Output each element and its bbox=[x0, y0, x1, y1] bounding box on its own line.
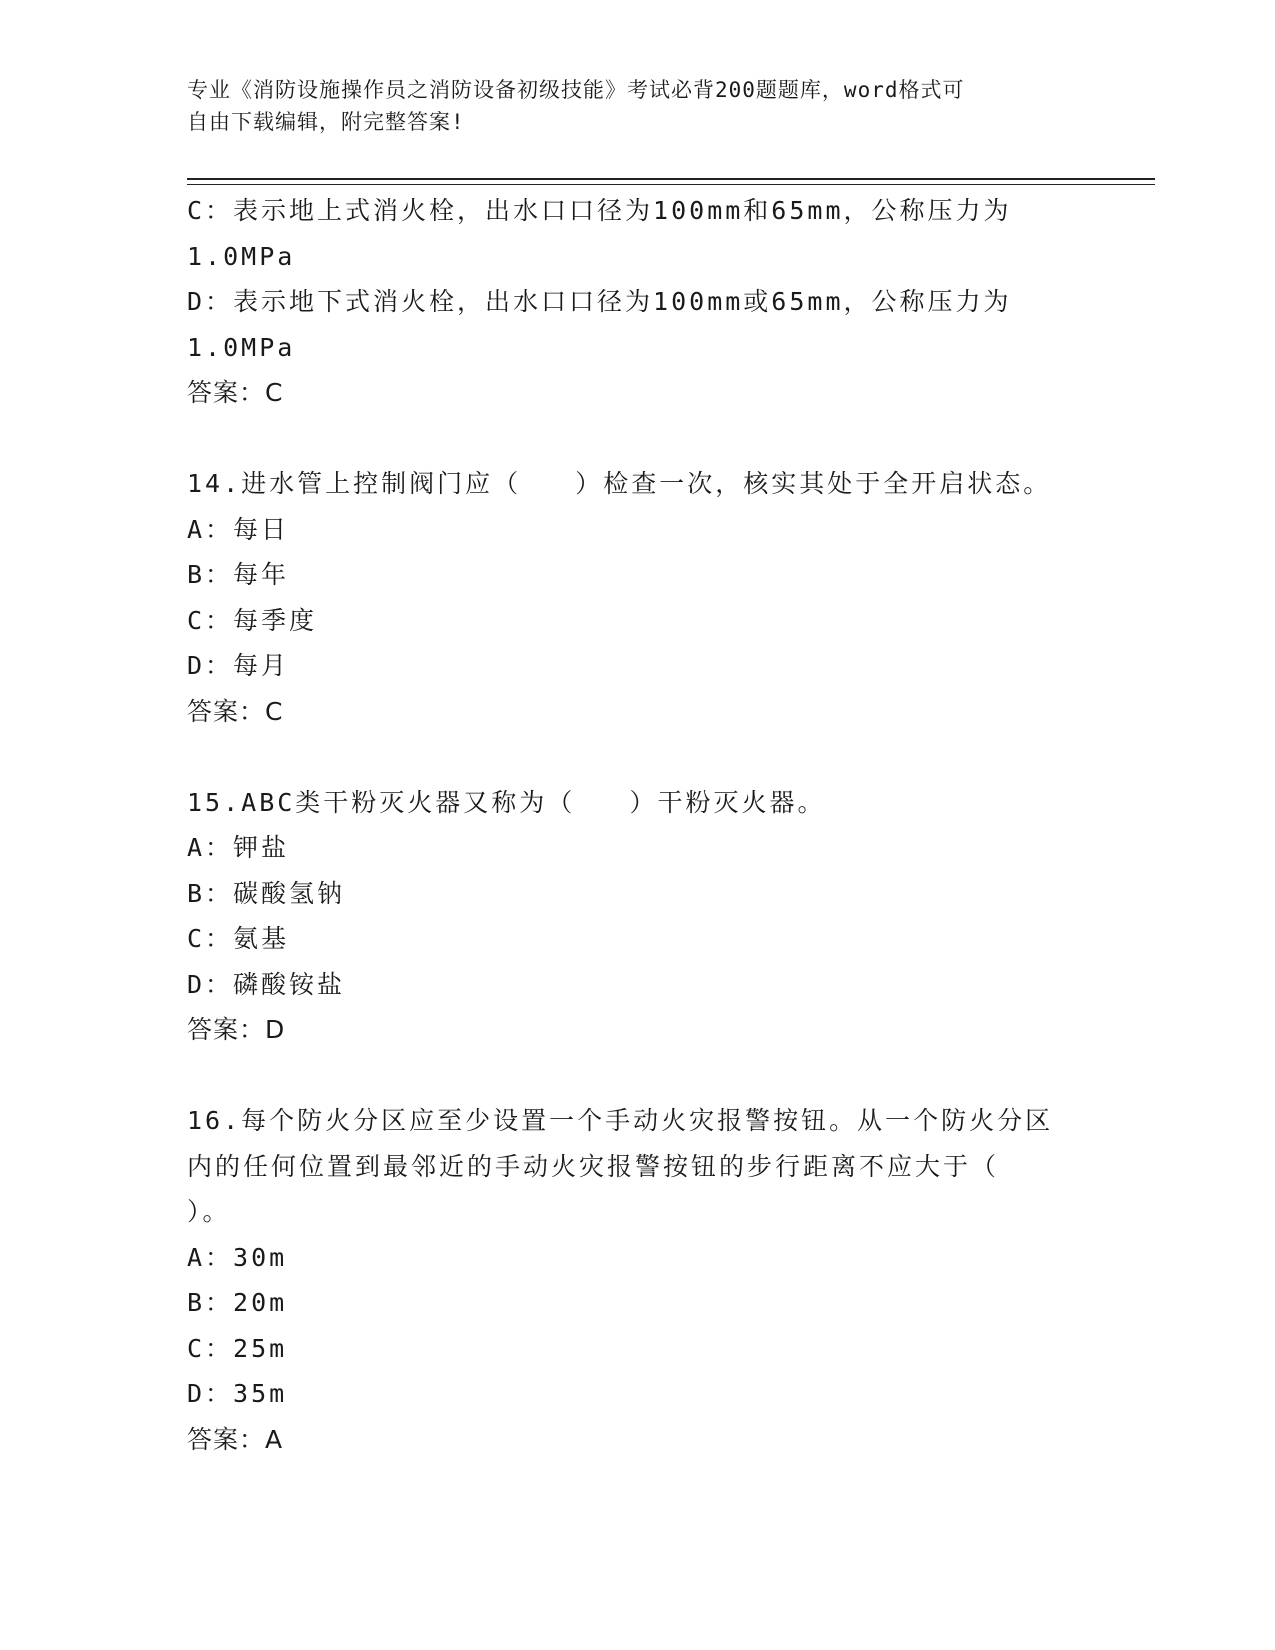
option-d: D：每月 bbox=[187, 651, 290, 680]
option-a: A：每日 bbox=[187, 514, 290, 544]
question-stem-line-3: ）。 bbox=[187, 1197, 231, 1226]
answer-line: 答案：A bbox=[187, 1424, 284, 1454]
spacer bbox=[187, 1053, 1087, 1099]
header-line-2: 自由下载编辑，附完整答案! bbox=[187, 110, 465, 134]
question-stem-line-1: 16.每个防火分区应至少设置一个手动火灾报警按钮。从一个防火分区 bbox=[187, 1106, 1054, 1135]
header-rule-thick bbox=[187, 178, 1155, 180]
option-c-line-1: C：表示地上式消火栓，出水口口径为100mm和65mm，公称压力为 bbox=[187, 196, 1012, 225]
option-c: C：每季度 bbox=[187, 605, 318, 635]
answer-line: 答案：C bbox=[187, 378, 284, 407]
option-c-line-2: 1.0MPa bbox=[187, 241, 296, 271]
question-14 bbox=[187, 461, 1087, 734]
document-header bbox=[187, 74, 1087, 138]
spacer bbox=[187, 416, 1087, 462]
option-d: D：磷酸铵盐 bbox=[187, 969, 346, 999]
option-d-line-2: 1.0MPa bbox=[187, 332, 296, 362]
question-16 bbox=[187, 1098, 1087, 1462]
previous-question-block bbox=[187, 188, 1087, 416]
header-line-1: 专业《消防设施操作员之消防设备初级技能》考试必背200题题库，word格式可 bbox=[187, 78, 965, 102]
question-stem: 15.ABC类干粉灭火器又称为（ ）干粉灭火器。 bbox=[187, 787, 826, 817]
option-d-line-1: D：表示地下式消火栓，出水口口径为100mm或65mm，公称压力为 bbox=[187, 287, 1012, 316]
answer-line: 答案：D bbox=[187, 1015, 286, 1044]
option-b: B：每年 bbox=[187, 560, 290, 589]
option-a: A：钾盐 bbox=[187, 833, 290, 862]
header-rule-thin bbox=[187, 184, 1155, 185]
option-b: B：20m bbox=[187, 1288, 288, 1317]
option-c: C：25m bbox=[187, 1333, 288, 1363]
option-a: A：30m bbox=[187, 1242, 288, 1272]
question-stem-line-2: 内的任何位置到最邻近的手动火灾报警按钮的步行距离不应大于（ bbox=[187, 1151, 1000, 1181]
option-d: D：35m bbox=[187, 1379, 288, 1408]
spacer bbox=[187, 734, 1087, 780]
question-15 bbox=[187, 780, 1087, 1053]
question-list bbox=[187, 188, 1087, 1462]
option-b: B：碳酸氢钠 bbox=[187, 878, 346, 908]
question-stem: 14.进水管上控制阀门应（ ）检查一次，核实其处于全开启状态。 bbox=[187, 469, 1052, 498]
option-c: C：氨基 bbox=[187, 924, 290, 953]
answer-line: 答案：C bbox=[187, 696, 284, 726]
